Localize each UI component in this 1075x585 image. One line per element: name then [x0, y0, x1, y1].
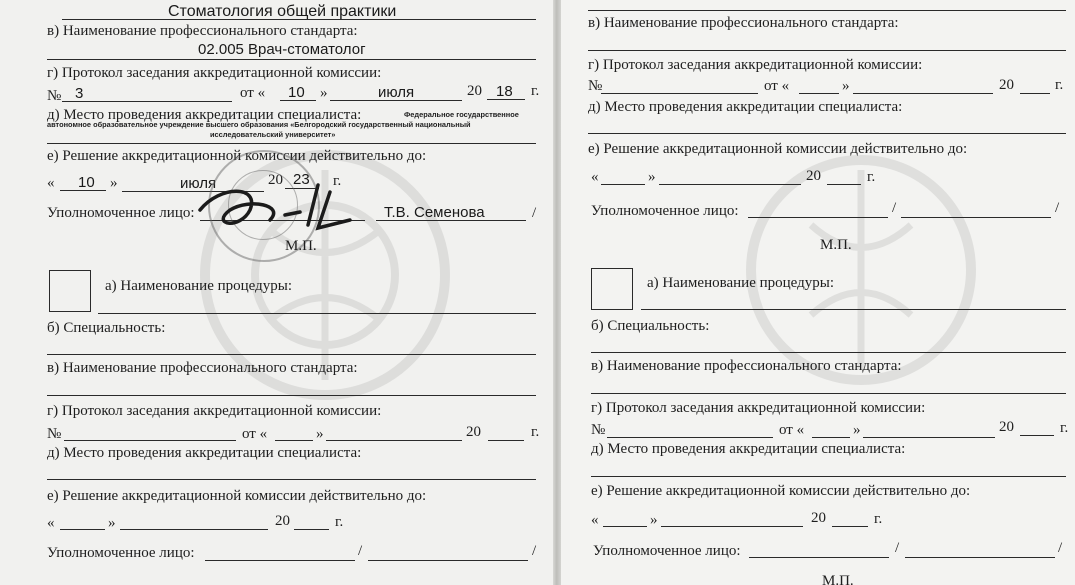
protocol-from-label: от « [779, 422, 805, 438]
underline [588, 50, 1066, 51]
slash: / [1058, 540, 1063, 556]
underline [863, 437, 995, 438]
underline [275, 440, 313, 441]
underline [853, 93, 993, 94]
close-quote: » [316, 426, 324, 442]
underline [905, 557, 1055, 558]
slash: / [358, 543, 363, 559]
slash: / [892, 200, 897, 216]
year-suffix: г. [333, 173, 342, 189]
protocol-from-label: от « [764, 78, 790, 94]
place-value-line3: исследовательский университет» [210, 130, 336, 139]
underline [901, 217, 1051, 218]
underline [641, 309, 1066, 310]
place-value-line2: автономное образовательное учреждение высшего образования «Белгородский государственный национальный [47, 120, 471, 129]
protocol-label: г) Протокол заседания аккредитационной комиссии: [47, 65, 382, 81]
underline [60, 529, 105, 530]
right-page [561, 0, 1075, 585]
book-spine [553, 0, 561, 585]
underline [799, 93, 839, 94]
underline [591, 393, 1066, 394]
year-prefix: 20 [999, 419, 1014, 435]
open-quote: « [591, 169, 599, 185]
standard-label: в) Наименование профессионального стандарта: [47, 23, 358, 39]
underline [591, 476, 1066, 477]
year-suffix: г. [531, 83, 540, 99]
open-quote: « [591, 512, 599, 528]
underline [205, 560, 355, 561]
authorized-name: Т.В. Семенова [384, 204, 485, 221]
specialty-label: б) Специальность: [47, 320, 166, 336]
protocol-no-label: № [47, 88, 62, 104]
year-prefix: 20 [268, 172, 283, 188]
underline [47, 143, 536, 144]
authorized-label: Уполномоченное лицо: [47, 545, 195, 561]
underline [748, 217, 888, 218]
slash: / [1055, 200, 1060, 216]
protocol-label: г) Протокол заседания аккредитационной комиссии: [47, 403, 382, 419]
close-quote: » [320, 85, 328, 101]
year-prefix: 20 [811, 510, 826, 526]
place-label: д) Место проведения аккредитации специалиста: [588, 99, 903, 115]
year-prefix: 20 [275, 513, 290, 529]
protocol-year-value: 18 [496, 83, 513, 100]
procedure-label: а) Наименование процедуры: [647, 275, 834, 291]
underline [832, 526, 868, 527]
underline [376, 220, 526, 221]
close-quote: » [842, 78, 850, 94]
year-suffix: г. [335, 514, 344, 530]
year-prefix: 20 [467, 83, 482, 99]
decision-day-value: 10 [78, 174, 95, 191]
year-suffix: г. [1055, 77, 1064, 93]
signature-icon [190, 180, 380, 240]
underline [591, 352, 1066, 353]
year-prefix: 20 [806, 168, 821, 184]
standard-label: в) Наименование профессионального стандарта: [588, 15, 899, 31]
open-quote: « [47, 515, 55, 531]
protocol-month-value: июля [378, 84, 415, 101]
underline [659, 184, 801, 185]
underline [294, 529, 329, 530]
underline [47, 59, 536, 60]
underline [98, 313, 536, 314]
underline [601, 93, 758, 94]
stamp-place-label: М.П. [820, 237, 852, 253]
protocol-day-value: 10 [288, 84, 305, 101]
protocol-no-label: № [47, 426, 62, 442]
standard-label: в) Наименование профессионального стандарта: [47, 360, 358, 376]
close-quote: » [110, 175, 118, 191]
protocol-no-label: № [588, 78, 603, 94]
place-label: д) Место проведения аккредитации специалиста: [47, 107, 362, 123]
year-prefix: 20 [466, 424, 481, 440]
protocol-no-label: № [591, 422, 606, 438]
underline [487, 99, 525, 100]
decision-label: е) Решение аккредитационной комиссии действительно до: [591, 483, 971, 499]
place-value-line1: Федеральное государственное [404, 110, 519, 119]
decision-month-value: июля [180, 175, 217, 192]
year-suffix: г. [867, 169, 876, 185]
standard-value: 02.005 Врач-стоматолог [198, 41, 366, 58]
slash: / [532, 543, 537, 559]
decision-label: е) Решение аккредитационной комиссии действительно до: [47, 488, 427, 504]
underline [368, 560, 528, 561]
protocol-from-label: от « [242, 426, 268, 442]
year-suffix: г. [531, 424, 540, 440]
underline [812, 437, 850, 438]
underline [64, 440, 236, 441]
authorized-label: Уполномоченное лицо: [47, 205, 195, 221]
protocol-label: г) Протокол заседания аккредитационной комиссии: [591, 400, 926, 416]
procedure-checkbox[interactable] [49, 270, 91, 312]
watermark-emblem-icon [731, 120, 991, 420]
underline [603, 526, 647, 527]
specialty-label: б) Специальность: [591, 318, 710, 334]
stamp-place-label-bottom: М.П. [822, 573, 854, 585]
underline [749, 557, 889, 558]
standard-label: в) Наименование профессионального стандарта: [591, 358, 902, 374]
protocol-label: г) Протокол заседания аккредитационной комиссии: [588, 57, 923, 73]
underline [607, 437, 773, 438]
slash: / [895, 540, 900, 556]
underline [588, 10, 1066, 11]
underline [280, 100, 316, 101]
authorized-label: Уполномоченное лицо: [593, 543, 741, 559]
underline [60, 190, 106, 191]
procedure-checkbox[interactable] [591, 268, 633, 310]
decision-label: е) Решение аккредитационной комиссии действительно до: [47, 148, 427, 164]
close-quote: » [853, 422, 861, 438]
year-suffix: г. [874, 511, 883, 527]
place-label: д) Место проведения аккредитации специалиста: [591, 441, 906, 457]
underline [330, 100, 462, 101]
procedure-label: а) Наименование процедуры: [105, 278, 292, 294]
year-prefix: 20 [999, 77, 1014, 93]
underline [661, 526, 803, 527]
protocol-no-value: 3 [75, 85, 84, 102]
underline [62, 101, 232, 102]
stamp-place-label: М.П. [285, 238, 317, 254]
top-specialty-value: Стоматология общей практики [168, 3, 397, 20]
underline [827, 184, 861, 185]
close-quote: » [108, 515, 116, 531]
underline [601, 184, 645, 185]
authorized-label: Уполномоченное лицо: [591, 203, 739, 219]
underline [488, 440, 524, 441]
underline [1020, 93, 1050, 94]
close-quote: » [648, 169, 656, 185]
underline [47, 479, 536, 480]
close-quote: » [650, 512, 658, 528]
decision-label: е) Решение аккредитационной комиссии действительно до: [588, 141, 968, 157]
underline [47, 354, 536, 355]
underline [1020, 435, 1054, 436]
underline [62, 19, 536, 20]
underline [47, 395, 536, 396]
decision-year-value: 23 [293, 171, 310, 188]
slash: / [532, 205, 537, 221]
open-quote: « [47, 175, 55, 191]
protocol-from-label: от « [240, 85, 266, 101]
year-suffix: г. [1060, 420, 1069, 436]
underline [588, 133, 1066, 134]
underline [120, 529, 268, 530]
underline [326, 440, 462, 441]
place-label: д) Место проведения аккредитации специалиста: [47, 445, 362, 461]
